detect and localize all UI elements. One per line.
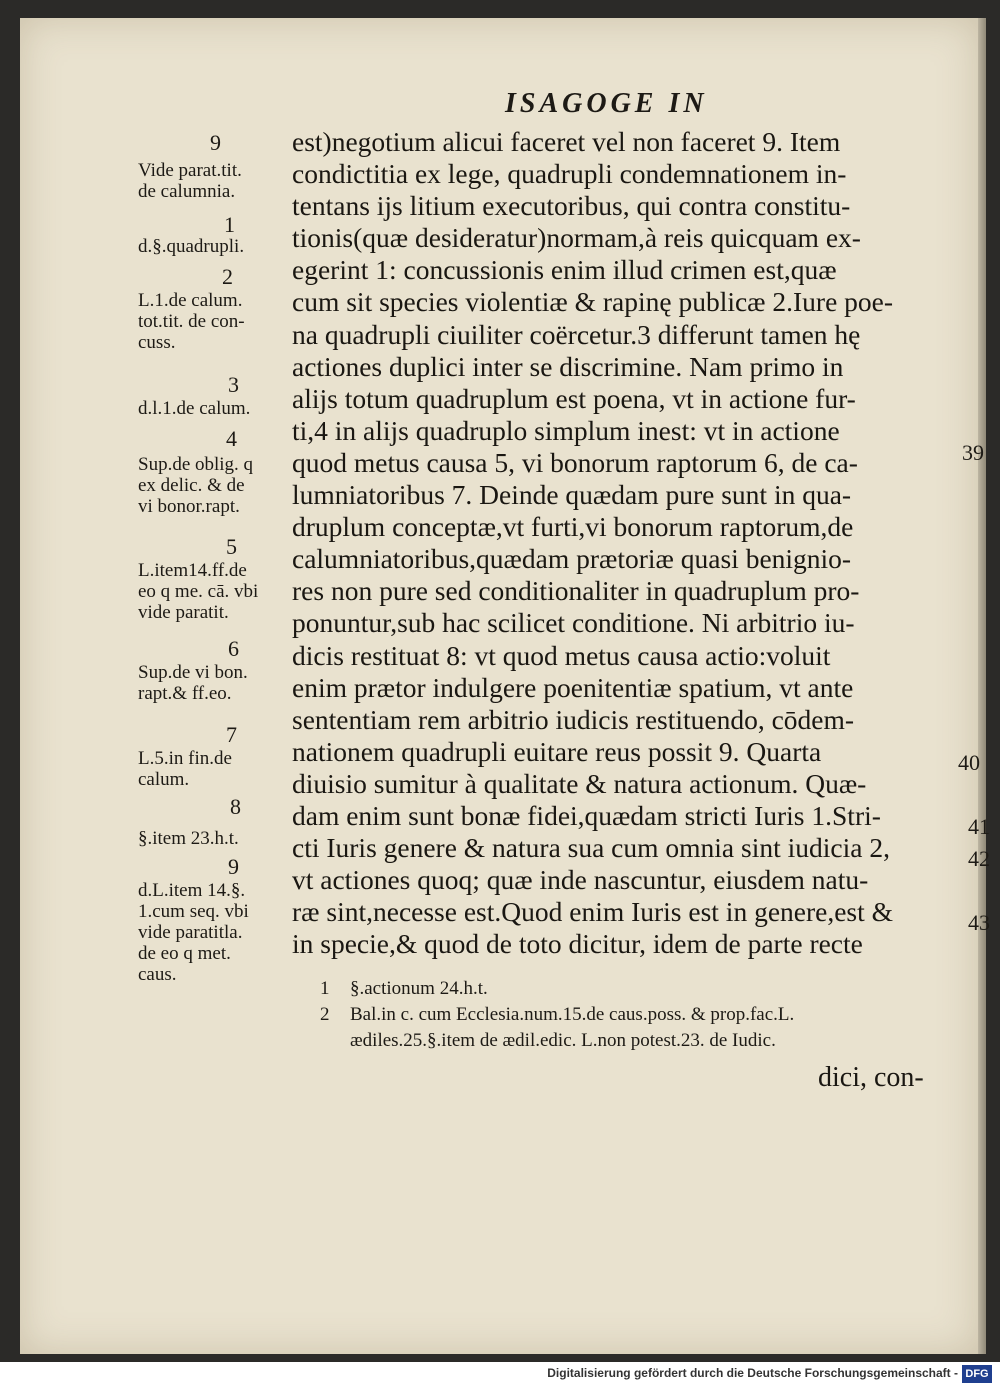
sidenote: Sup.de oblig. q ex delic. & de vi bonor.rapt. — [138, 454, 254, 517]
footnotes — [320, 976, 960, 1054]
footnote-mark: 1 — [320, 978, 330, 999]
sidenote-number: 7 — [226, 722, 237, 747]
text-line: in specie,& quod de toto dicitur, idem de parte recte — [292, 928, 863, 960]
text-line: dicis restituat 8: vt quod metus causa actio:voluit — [292, 639, 831, 671]
text-line: alijs totum quadruplum est poena, vt in actione fur- — [292, 382, 856, 414]
footnote-mark: 2 — [320, 1004, 330, 1025]
margin-line-number: 39 — [962, 440, 984, 465]
footnote — [320, 976, 960, 1002]
sidenote-number: 5 — [226, 534, 237, 559]
digitization-footer — [0, 1362, 1000, 1388]
sidenote-number: 2 — [222, 264, 233, 289]
sidenote-number: 4 — [226, 426, 237, 451]
margin-line-number: 43 — [968, 910, 990, 935]
text-line: ponuntur,sub hac scilicet conditione. Ni arbitrio iu- — [292, 607, 855, 639]
text-line: tentans ijs litium executoribus, qui contra constitu- — [292, 190, 851, 222]
footnote-text: ædiles.25.§.item de ædil.edic. L.non potest.23. de Iudic. — [350, 1030, 776, 1051]
sidenote: §.item 23.h.t. — [138, 828, 239, 849]
main-text-block — [292, 126, 942, 960]
sidenote: d.§.quadrupli. — [138, 236, 245, 257]
margin-line-number: 41 — [968, 814, 990, 839]
text-line: lumniatoribus 7. Deinde quædam pure sunt in qua- — [292, 479, 852, 511]
sidenote: L.1.de calum. tot.tit. de con- cuss. — [138, 290, 245, 353]
sidenote: d.l.1.de calum. — [138, 398, 251, 419]
sidenote: L.item14.ff.de eo q me. cā. vbi vide paratit. — [138, 560, 259, 623]
margin-line-number: 40 — [958, 750, 980, 775]
text-line: cum sit species violentiæ & rapinę publicæ 2.Iure poe- — [292, 286, 894, 318]
footnote-text: Bal.in c. cum Ecclesia.num.15.de caus.poss. & prop.fac.L. — [350, 1004, 795, 1025]
text-line: enim prætor indulgere poenitentiæ spatium, vt ante — [292, 671, 854, 703]
funding-credit: Digitalisierung gefördert durch die Deutsche Forschungsgemeinschaft - — [547, 1366, 958, 1380]
page-edge — [978, 18, 986, 1354]
sidenote-number: 9 — [228, 854, 239, 879]
text-line: est)negotium alicui faceret vel non faceret 9. Item — [292, 126, 841, 157]
text-line: na quadrupli ciuiliter coërcetur.3 differunt tamen hę — [292, 318, 861, 350]
text-line: cti Iuris genere & natura sua cum omnia sint iudicia 2, — [292, 832, 890, 864]
sidenote-number: 1 — [224, 212, 235, 237]
text-line: vt actiones quoq; quæ inde nascuntur, eiusdem natu- — [292, 864, 869, 896]
text-line: sententiam rem arbitrio iudicis restituendo, cōdem- — [292, 703, 855, 735]
footnote — [320, 1028, 960, 1054]
text-line: ti,4 in alijs quadruplo simplum inest: vt in actione — [292, 414, 840, 446]
catchword: dici, con- — [818, 1062, 924, 1093]
text-line: calumniatoribus,quædam prætoriæ quasi benignio- — [292, 543, 852, 575]
running-head: ISAGOGE IN — [505, 88, 708, 119]
text-line: res non pure sed conditionaliter in quadruplum pro- — [292, 575, 860, 607]
text-line: druplum conceptæ,vt furti,vi bonorum raptorum,de — [292, 511, 854, 543]
margin-line-number: 42 — [968, 846, 990, 871]
text-line: nationem quadrupli euitare reus possit 9. Quarta — [292, 735, 822, 767]
footnote — [320, 1002, 960, 1028]
sidenote-number: 8 — [230, 794, 241, 819]
sidenote-number: 6 — [228, 636, 239, 661]
sidenote: L.5.in fin.de calum. — [138, 748, 232, 790]
sidenote: d.L.item 14.§. 1.cum seq. vbi vide paratitla. de eo q met. caus. — [138, 880, 249, 985]
text-line: condictitia ex lege, quadrupli condemnationem in- — [292, 158, 847, 190]
sidenote: Sup.de vi bon. rapt.& ff.eo. — [138, 662, 248, 704]
footnote-text: §.actionum 24.h.t. — [350, 978, 488, 999]
text-line: egerint 1: concussionis enim illud crimen est,quæ — [292, 254, 837, 286]
sidenote: Vide parat.tit. de calumnia. — [138, 160, 242, 202]
text-line: tionis(quæ desideratur)normam,à reis quicquam ex- — [292, 222, 861, 254]
text-line: quod metus causa 5, vi bonorum raptorum 6, de ca- — [292, 446, 858, 478]
sidenote-number: 3 — [228, 372, 239, 397]
dfg-logo: DFG — [962, 1365, 992, 1383]
text-line: diuisio sumitur à qualitate & natura actionum. Quæ- — [292, 767, 867, 799]
text-line: dam enim sunt bonæ fidei,quædam stricti Iuris 1.Stri- — [292, 799, 881, 831]
text-line: actiones duplici inter se discrimine. Nam primo in — [292, 350, 844, 382]
text-line: ræ sint,necesse est.Quod enim Iuris est in genere,est & — [292, 896, 894, 928]
sidenote-number: 9 — [210, 130, 221, 155]
